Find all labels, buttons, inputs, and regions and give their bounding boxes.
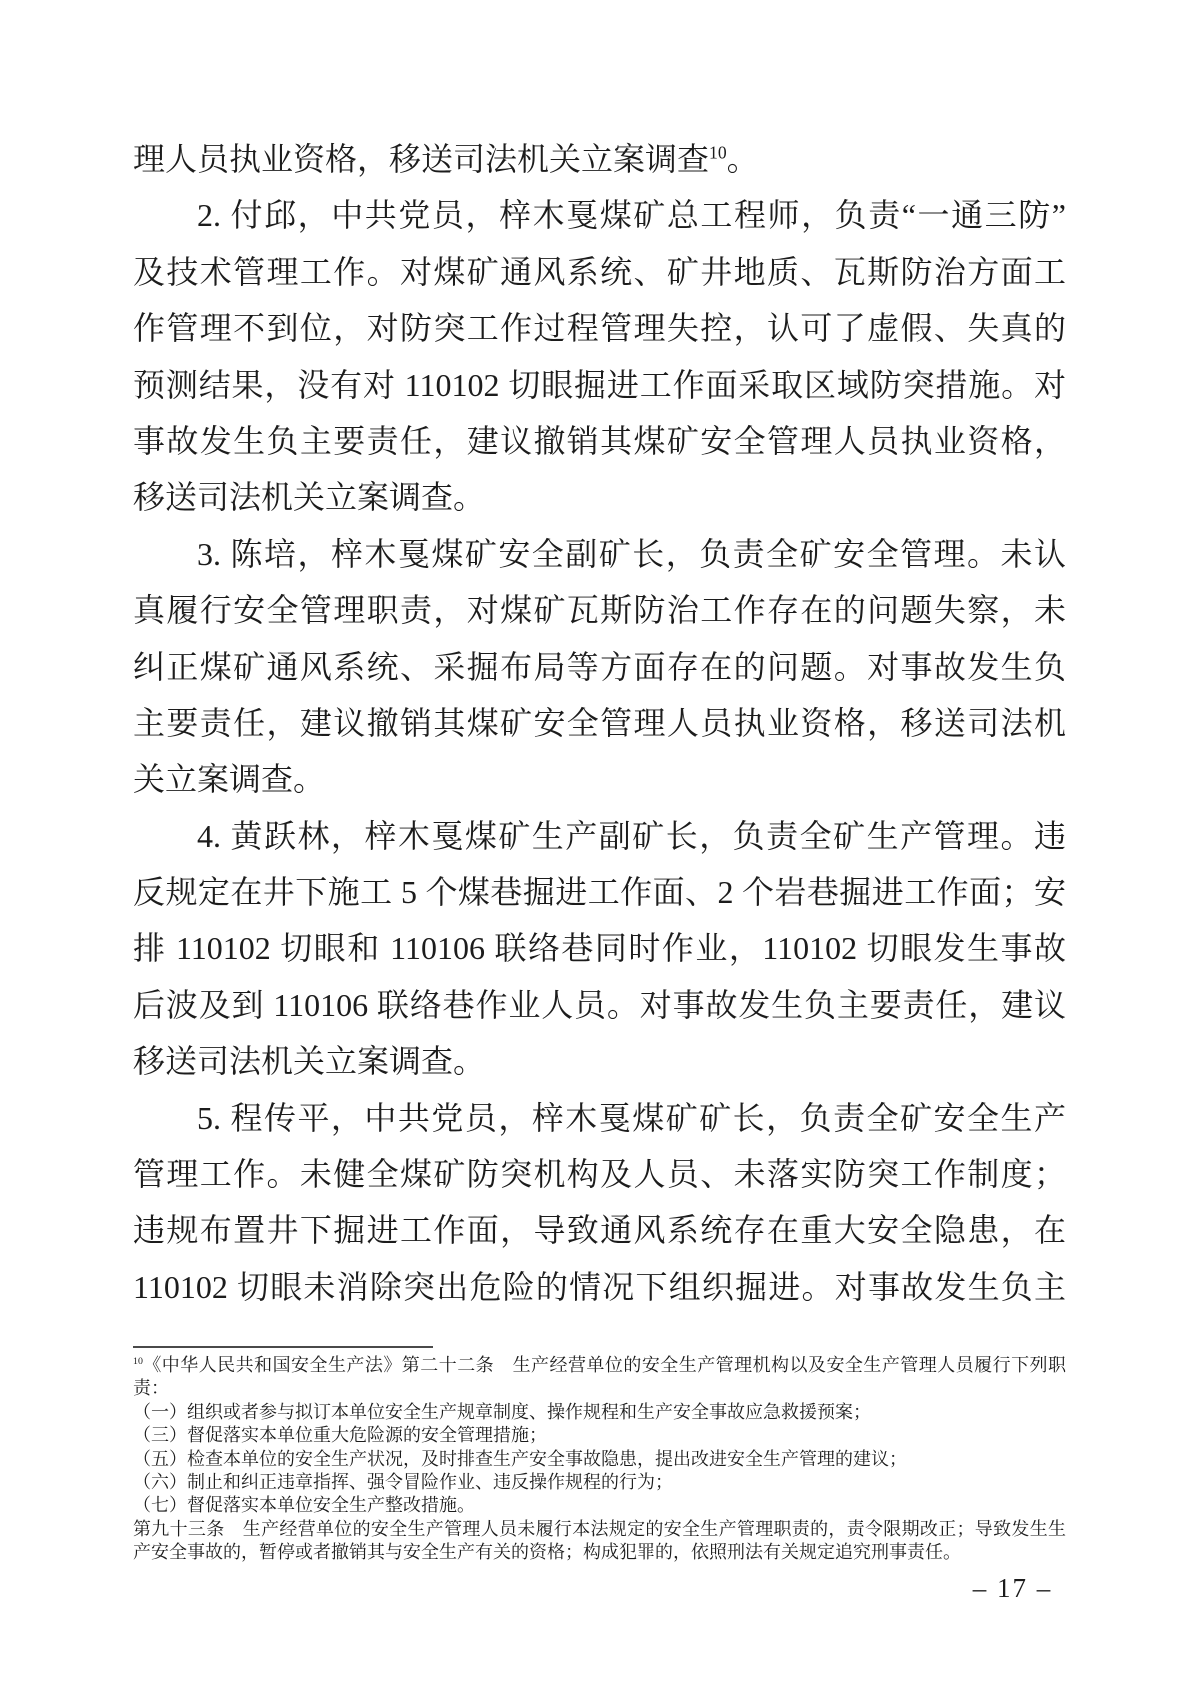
body-line-11: 主要责任，建议撤销其煤矿安全管理人员执业资格，移送司法机: [133, 704, 1066, 741]
footnote-line-9: 产安全事故的，暂停或者撤销其与安全生产有关的资格；构成犯罪的，依照刑法有关规定追究刑事责任。: [133, 1542, 961, 1563]
footnote-divider: [133, 1346, 433, 1348]
footnote-marker: 10: [709, 142, 727, 163]
footnotes-block: [133, 1354, 1066, 1565]
body-line-4: 作管理不到位，对防突工作过程管理失控，认可了虚假、失真的: [133, 310, 1066, 347]
footnote-line-7: （七）督促落实本单位安全生产整改措施。: [133, 1495, 475, 1516]
body-line-21: 110102 切眼未消除突出危险的情况下组织掘进。对事故发生负主: [133, 1268, 1066, 1305]
body-line-8: 3. 陈培，梓木戛煤矿安全副矿长，负责全矿安全管理。未认: [197, 535, 1066, 572]
body-line-16: 后波及到 110106 联络巷作业人员。对事故发生负主要责任，建议: [133, 986, 1066, 1023]
body-line-5: 预测结果，没有对 110102 切眼掘进工作面采取区域防突措施。对: [133, 366, 1066, 403]
footnote-line-2: 责：: [133, 1378, 169, 1399]
footnote-line-6: （六）制止和纠正违章指挥、强令冒险作业、违反操作规程的行为；: [133, 1471, 673, 1492]
page-number: – 17 –: [972, 1573, 1053, 1603]
body-line-10: 纠正煤矿通风系统、采掘布局等方面存在的问题。对事故发生负: [133, 648, 1066, 685]
body-line-17: 移送司法机关立案调查。: [133, 1043, 486, 1080]
body-line-15: 排 110102 切眼和 110106 联络巷同时作业，110102 切眼发生事故: [133, 930, 1066, 967]
body-line-2: 2. 付邱，中共党员，梓木戛煤矿总工程师，负责“一通三防”: [197, 197, 1066, 234]
body-line-19: 管理工作。未健全煤矿防突机构及人员、未落实防突工作制度；: [133, 1156, 1066, 1193]
body-line-12: 关立案调查。: [133, 761, 326, 798]
footnote-line-5: （五）检查本单位的安全生产状况，及时排查生产安全事故隐患，提出改进安全生产管理的建议；: [133, 1448, 907, 1469]
body-line-7: 移送司法机关立案调查。: [133, 479, 486, 516]
footnote-line-1: $^{10}$《中华人民共和国安全生产法》第二十二条 生产经营单位的安全生产管理机构以及安全生产管理人员履行下列职: [133, 1355, 1066, 1375]
body-line-6: 事故发生负主要责任，建议撤销其煤矿安全管理人员执业资格，: [133, 422, 1066, 459]
body-line-1: 理人员执业资格，移送司法机关立案调查$^{10}$。: [133, 141, 759, 177]
footnote-line-3: （一）组织或者参与拟订本单位安全生产规章制度、操作规程和生产安全事故应急救援预案；: [133, 1401, 871, 1422]
body-line-14: 反规定在井下施工 5 个煤巷掘进工作面、2 个岩巷掘进工作面；安: [133, 874, 1066, 911]
body-line-3: 及技术管理工作。对煤矿通风系统、矿井地质、瓦斯防治方面工: [133, 253, 1066, 290]
body-line-13: 4. 黄跃林，梓木戛煤矿生产副矿长，负责全矿生产管理。违: [197, 817, 1066, 854]
footnote-line-8: 第九十三条 生产经营单位的安全生产管理人员未履行本法规定的安全生产管理职责的，责令限期改正；导致发生生: [133, 1518, 1066, 1539]
body-text-block: [133, 131, 1066, 1315]
footnote-marker: 10: [133, 1356, 143, 1367]
body-line-18: 5. 程传平，中共党员，梓木戛煤矿矿长，负责全矿安全生产: [197, 1099, 1066, 1136]
footnote-line-4: （三）督促落实本单位重大危险源的安全管理措施；: [133, 1425, 547, 1446]
body-line-9: 真履行安全管理职责，对煤矿瓦斯防治工作存在的问题失察，未: [133, 592, 1066, 629]
body-line-20: 违规布置井下掘进工作面，导致通风系统存在重大安全隐患，在: [133, 1212, 1066, 1249]
